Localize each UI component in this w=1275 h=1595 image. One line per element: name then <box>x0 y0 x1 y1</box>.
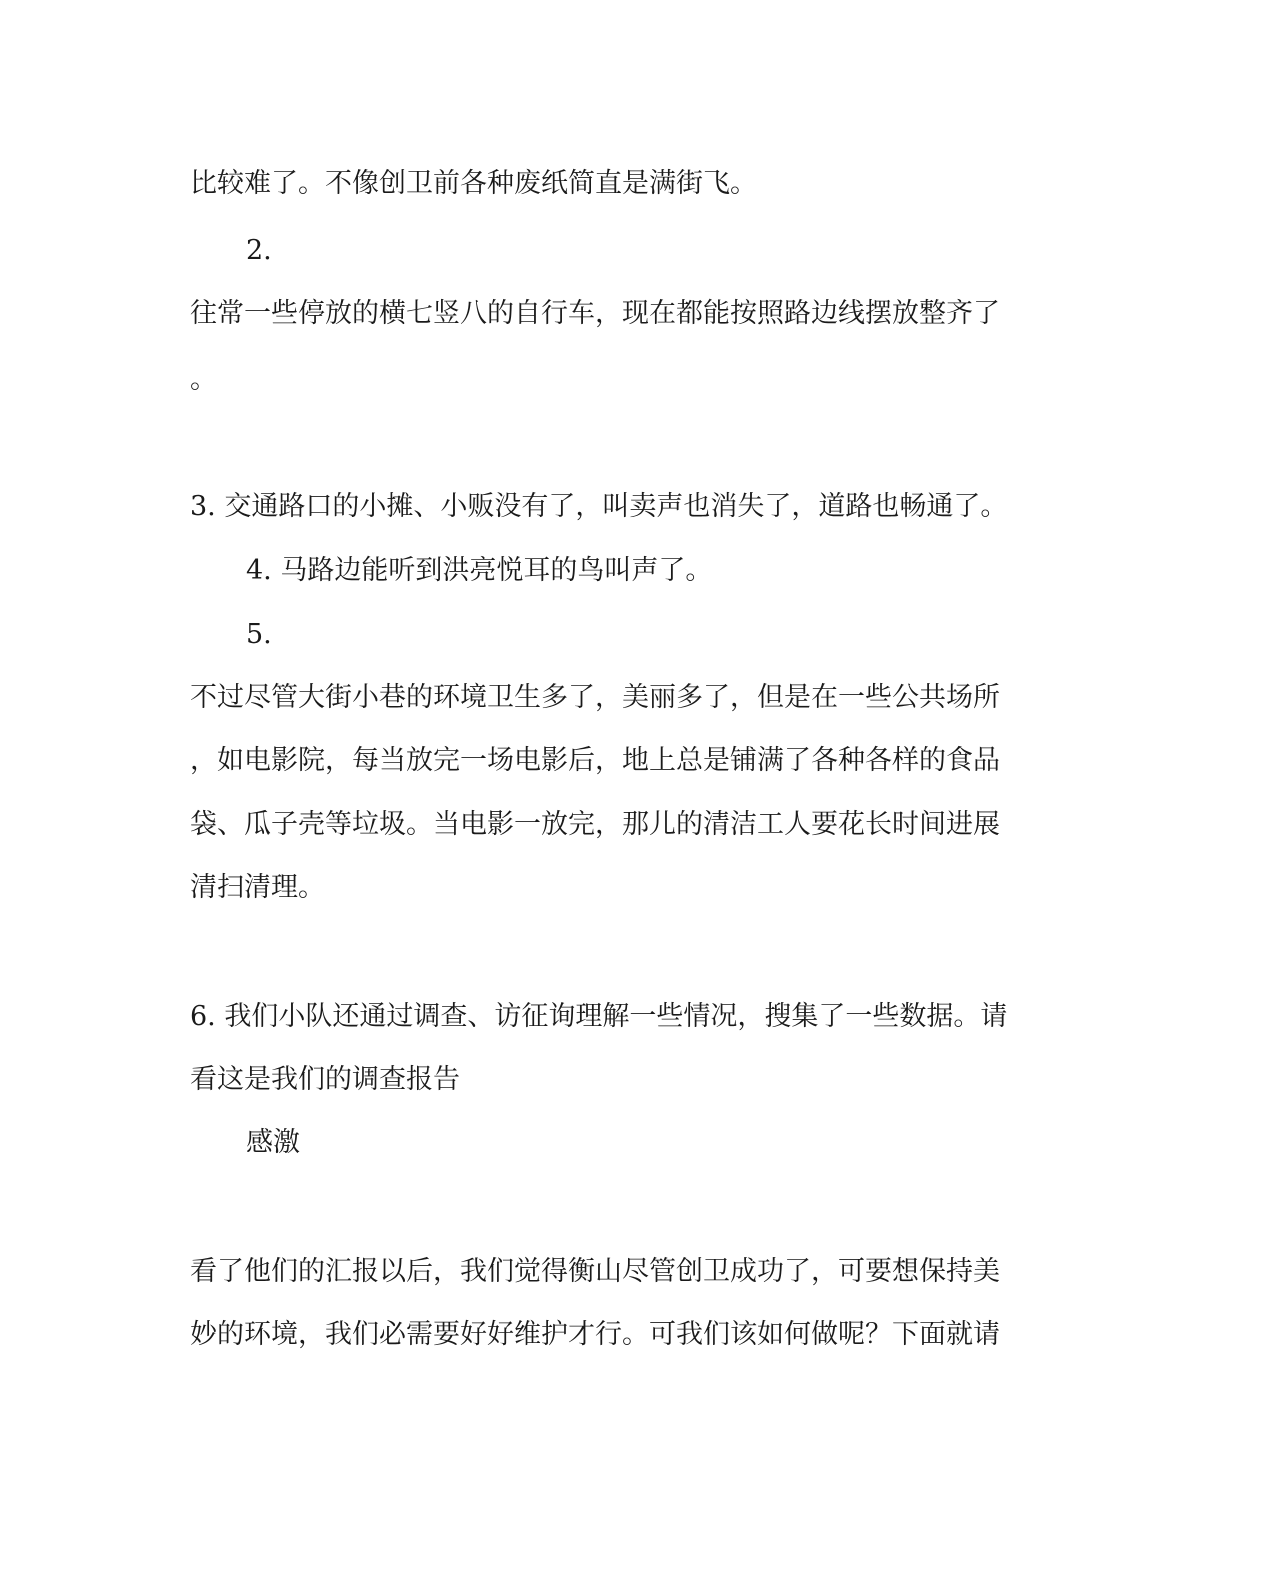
list-number: 5. <box>246 619 272 650</box>
text-line: 感激 <box>246 1127 300 1158</box>
text-line: 往常一些停放的横七竖八的自行车，现在都能按照路边线摆放整齐了 <box>190 298 1000 329</box>
text-line: ，如电影院，每当放完一场电影后，地上总是铺满了各种各样的食品 <box>190 745 1000 776</box>
text-line: 看了他们的汇报以后，我们觉得衡山尽管创卫成功了，可要想保持美 <box>190 1256 1000 1287</box>
text-line: 比较难了。不像创卫前各种废纸简直是满街飞。 <box>190 168 757 199</box>
text-line: 3. 交通路口的小摊、小贩没有了，叫卖声也消失了，道路也畅通了。 <box>190 491 1008 522</box>
text-line: 袋、瓜子壳等垃圾。当电影一放完，那儿的清洁工人要花长时间进展 <box>190 809 1000 840</box>
text-line: 妙的环境，我们必需要好好维护才行。可我们该如何做呢？下面就请 <box>190 1319 1000 1350</box>
text-line: 6. 我们小队还通过调查、访征询理解一些情况，搜集了一些数据。请 <box>190 1001 1008 1032</box>
text-line: 看这是我们的调查报告 <box>190 1064 460 1095</box>
text-line: 4. 马路边能听到洪亮悦耳的鸟叫声了。 <box>246 555 713 586</box>
text-line: 不过尽管大街小巷的环境卫生多了，美丽多了，但是在一些公共场所 <box>190 682 1000 713</box>
list-number: 2. <box>246 235 272 266</box>
text-line: 。 <box>190 364 217 395</box>
text-line: 清扫清理。 <box>190 872 325 903</box>
